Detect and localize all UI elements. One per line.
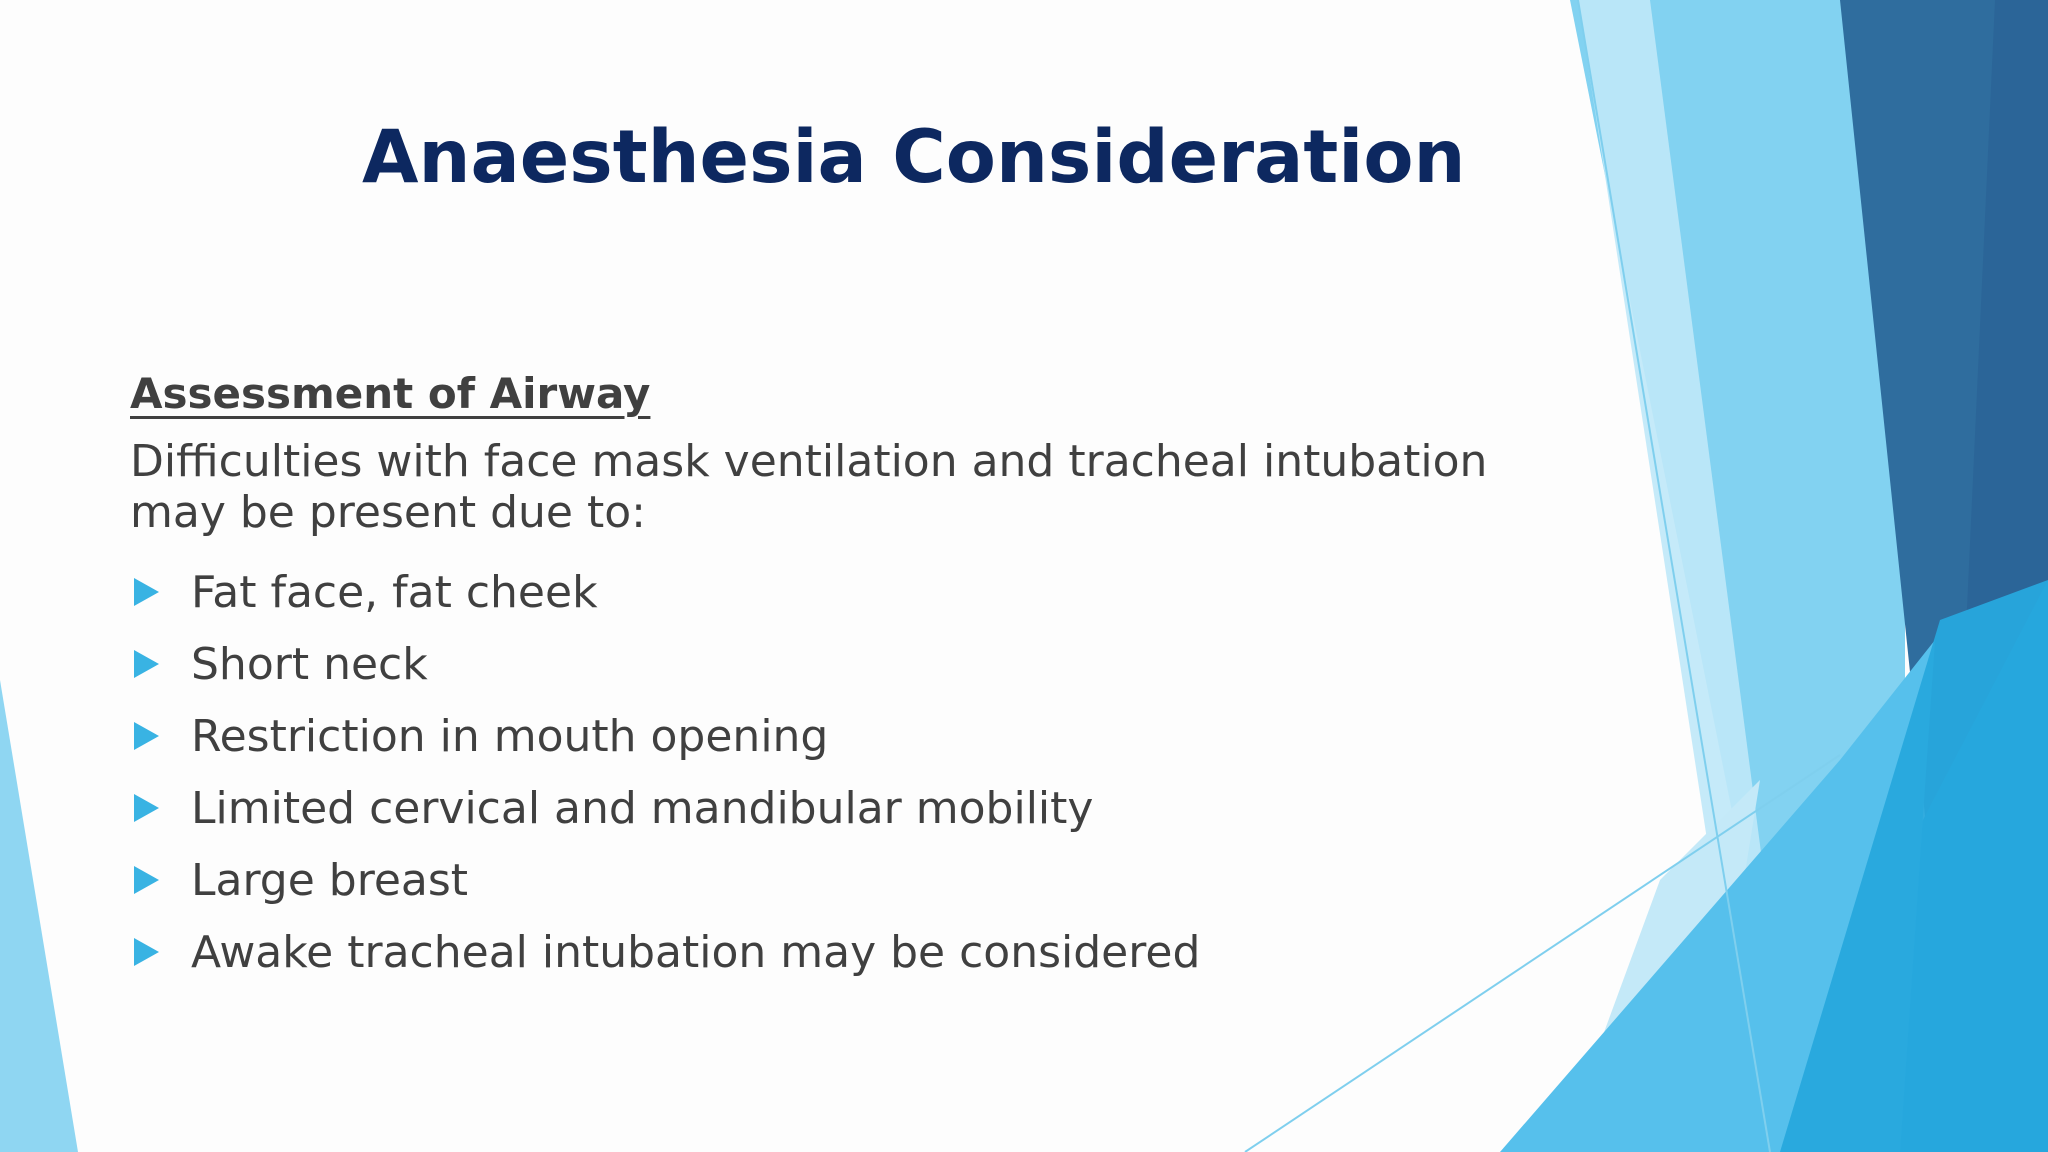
- bullet-text: Fat face, fat cheek: [191, 566, 598, 618]
- bullet-item: [130, 628, 1560, 700]
- bullet-item: [130, 556, 1560, 628]
- slide-title: Anaesthesia Consideration: [362, 115, 1466, 200]
- bullet-item: [130, 844, 1560, 916]
- bullet-text: Awake tracheal intubation may be considered: [191, 926, 1201, 978]
- triangle-right-icon: [134, 794, 159, 822]
- triangle-right-icon: [134, 650, 159, 678]
- bullet-item: [130, 772, 1560, 844]
- intro-text: Difficulties with face mask ventilation and tracheal intubation may be present due to:: [130, 436, 1488, 538]
- bullet-list: [130, 556, 1560, 988]
- triangle-right-icon: [134, 722, 159, 750]
- bullet-text: Limited cervical and mandibular mobility: [191, 782, 1094, 834]
- triangle-right-icon: [134, 866, 159, 894]
- section-heading: Assessment of Airway: [130, 369, 651, 418]
- bullet-text: Restriction in mouth opening: [191, 710, 829, 762]
- slide-content: [130, 366, 1560, 988]
- triangle-right-icon: [134, 578, 159, 606]
- bullet-text: Short neck: [191, 638, 428, 690]
- bullet-item: [130, 916, 1560, 988]
- bullet-text: Large breast: [191, 854, 469, 906]
- triangle-right-icon: [134, 938, 159, 966]
- bullet-item: [130, 700, 1560, 772]
- left-accent-shape: [0, 680, 78, 1152]
